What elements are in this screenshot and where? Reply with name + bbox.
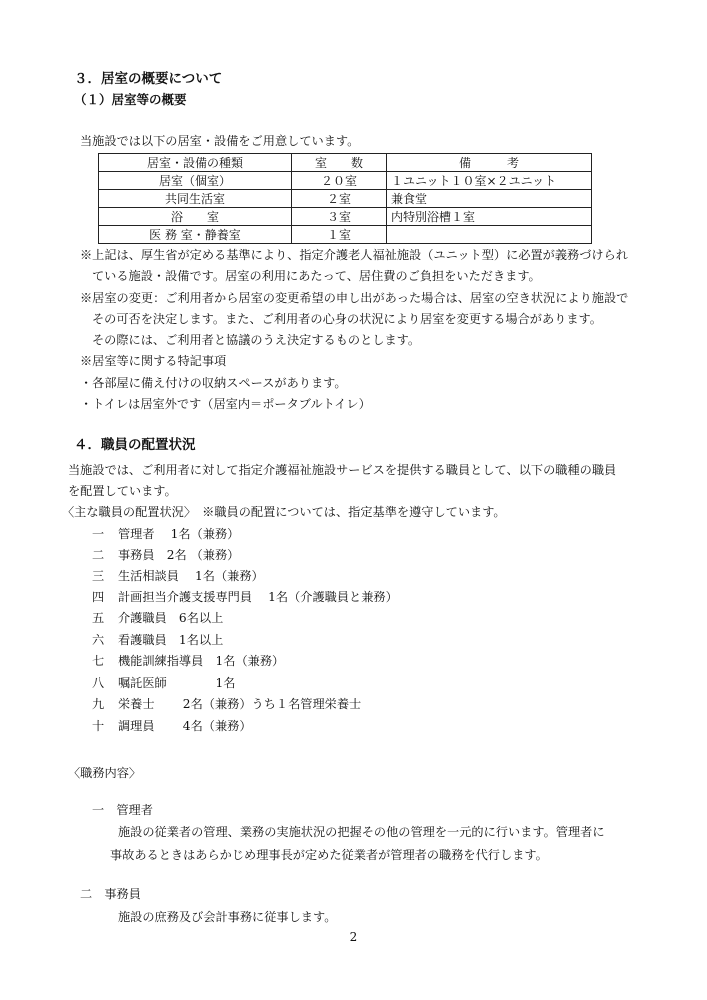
table-cell — [387, 226, 592, 244]
staff-heading: 〈主な職員の配置状況〉 ※職員の配置については、指定基準を遵守しています。 — [62, 505, 506, 519]
table-row — [99, 208, 592, 226]
table-cell: ３室 — [292, 208, 387, 226]
table-header-cell: 室 数 — [292, 154, 387, 172]
section3-intro: 当施設では以下の居室・設備をご用意しています。 — [80, 134, 360, 148]
staff-number: 八 — [92, 676, 105, 690]
staff-number: 四 — [92, 590, 105, 604]
staff-text: 介護職員 6名以上 — [118, 611, 224, 625]
page-number: 2 — [349, 930, 358, 944]
section3-title: ３．居室の概要について — [74, 71, 223, 87]
staff-text: 調理員 4名（兼務） — [118, 719, 252, 733]
staff-number: 十 — [92, 719, 105, 733]
staff-number: 七 — [92, 654, 105, 668]
section3-subtitle: （１）居室等の概要 — [74, 92, 187, 107]
staff-text: 生活相談員 1名（兼務） — [118, 569, 264, 583]
section4-title: ４．職員の配置状況 — [74, 437, 196, 453]
table-cell: 医 務 室・静養室 — [99, 226, 292, 244]
staff-text: 計画担当介護支援専門員 1名（介護職員と兼務） — [118, 590, 398, 604]
note1-line2: ている施設・設備です。居室の利用にあたって、居住費のご負担をいただきます。 — [92, 269, 541, 283]
staff-text: 看護職員 1名以上 — [118, 633, 224, 647]
duty1-line1: 施設の従業者の管理、業務の実施状況の把握その他の管理を一元的に行います。管理者に — [118, 825, 605, 839]
staff-text: 管理者 1名（兼務） — [118, 527, 240, 541]
table-header-cell: 居室・設備の種類 — [99, 154, 292, 172]
table-header-cell: 備 考 — [387, 154, 592, 172]
bullet-item: ・各部屋に備え付けの収納スペースがあります。 — [80, 376, 347, 390]
table-cell: 共同生活室 — [99, 190, 292, 208]
table-cell: 兼食堂 — [387, 190, 592, 208]
staff-text: 事務員 2名 （兼務） — [118, 548, 240, 562]
table-cell: １室 — [292, 226, 387, 244]
staff-number: 三 — [92, 569, 105, 583]
note3-title: ※居室等に関する特記事項 — [80, 354, 227, 368]
duty1-line2: 事故あるときはあらかじめ理事長が定めた従業者が管理者の職務を代行します。 — [110, 848, 548, 862]
staff-text: 栄養士 2名（兼務）うち１名管理栄養士 — [118, 697, 362, 711]
table-row — [99, 172, 592, 190]
staff-number: 五 — [92, 611, 105, 625]
note2-line1: ※居室の変更：ご利用者から居室の変更希望の申し出があった場合は、居室の空き状況により施設で — [80, 291, 629, 305]
staff-number: 九 — [92, 697, 105, 711]
staff-text: 嘱託医師 1名 — [118, 676, 236, 690]
staff-number: 一 — [92, 527, 105, 541]
table-cell: 内特別浴槽１室 — [387, 208, 592, 226]
section4-intro-line2: を配置しています。 — [68, 484, 177, 498]
table-cell: 居室（個室） — [99, 172, 292, 190]
duty1-title: 一 管理者 — [92, 803, 153, 817]
section4-intro-line1: 当施設では、ご利用者に対して指定介護福祉施設サービスを提供する職員として、以下の職種の職員 — [68, 463, 617, 477]
table-cell: １ユニット１０室×２ユニット — [387, 172, 592, 190]
note2-line3: その際には、ご利用者と協議のうえ決定するものとします。 — [92, 333, 421, 347]
table-cell: 浴 室 — [99, 208, 292, 226]
note1-line1: ※上記は、厚生省が定める基準により、指定介護老人福祉施設（ユニット型）に必置が義務づけられ — [80, 248, 628, 262]
bullet-item: ・トイレは居室外です（居室内＝ポータブルトイレ） — [80, 397, 371, 411]
table-header-row — [99, 154, 592, 172]
table-row — [99, 226, 592, 244]
rooms-table — [98, 153, 592, 244]
staff-number: 六 — [92, 633, 105, 647]
duties-heading: 〈職務内容〉 — [68, 766, 142, 780]
duty2-title: 二 事務員 — [80, 887, 141, 901]
table-row — [99, 190, 592, 208]
duty2-line1: 施設の庶務及び会計事務に従事します。 — [118, 910, 337, 924]
staff-number: 二 — [92, 548, 105, 562]
table-cell: ２０室 — [292, 172, 387, 190]
staff-text: 機能訓練指導員 1名（兼務） — [118, 654, 285, 668]
note2-line2: その可否を決定します。また、ご利用者の心身の状況により居室を変更する場合があります。 — [92, 312, 602, 326]
table-cell: ２室 — [292, 190, 387, 208]
